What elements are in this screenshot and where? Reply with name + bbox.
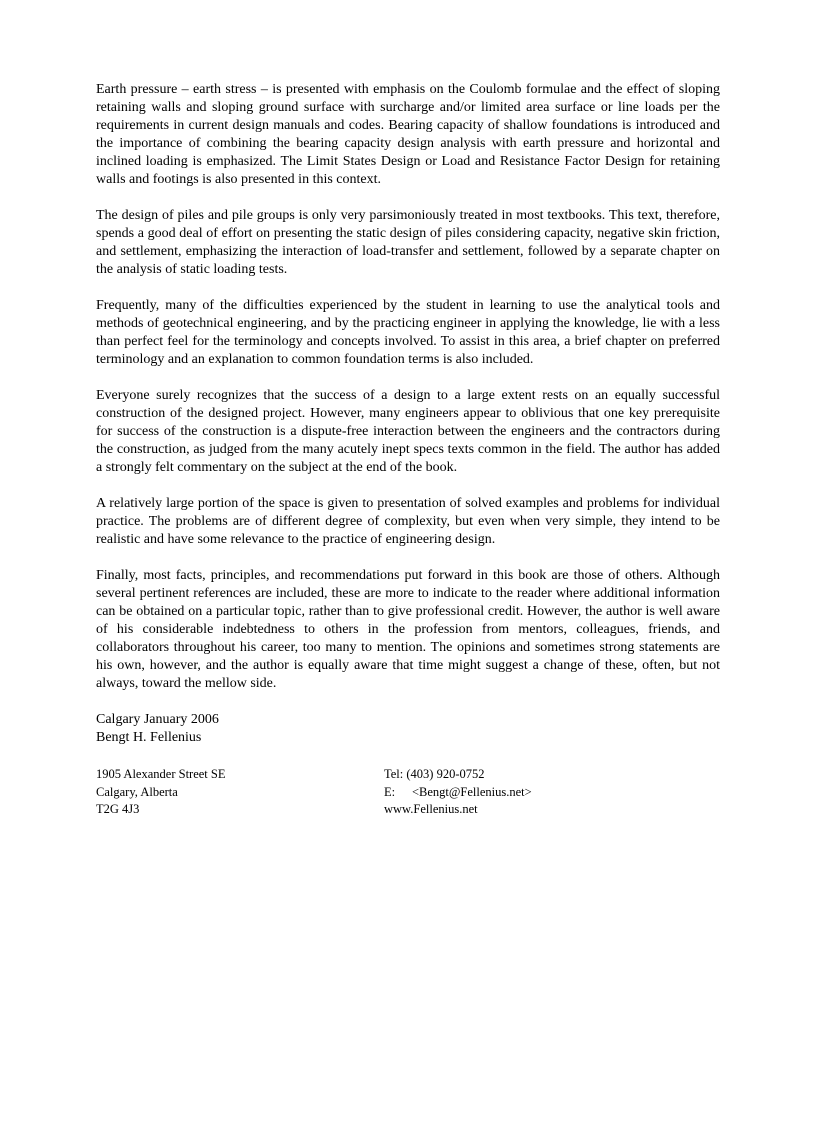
address-postal: T2G 4J3: [96, 802, 140, 817]
paragraph-terminology: Frequently, many of the difficulties experienced by the student in learning to use the analytical tools and methods of geotechnical engineering, and by the practicing engineer in applying the knowledge, lie with a less than perfect feel for the terminology and concepts involved. To assist in this area, a brief chapter on preferred terminology and an explanation to common foundation terms is also included.: [96, 297, 720, 368]
paragraph-earth-pressure: Earth pressure – earth stress – is presented with emphasis on the Coulomb formulae and the effect of sloping retaining walls and sloping ground surface with surcharge and/or limited area surface or line loads per the requirements in current design manuals and codes. Bearing capacity of shallow foundations is introduced and the importance of combining the bearing capacity design analysis with earth pressure and horizontal and inclined loading is emphasized. The Limit States Design or Load and Resistance Factor Design for retaining walls and footings is also presented in this context.: [96, 82, 720, 188]
paragraph-references: Finally, most facts, principles, and recommendations put forward in this book are those of others. Although several pertinent references are included, these are more to indicate to the reader where additional information can be obtained on a particular topic, rather than to give professional credit. However, the author is well aware of his considerable indebtedness to others in the profession from mentors, colleagues, friends, and collaborators throughout his career, too many to mention. The opinions and sometimes strong statements are his own, however, and the author is equally aware that time might suggest a change of these, often, but not always, toward the mellow side.: [96, 567, 720, 692]
contact-tel: Tel: (403) 920-0752: [384, 767, 485, 782]
document-page: [96, 81, 720, 820]
address-column: [96, 766, 226, 819]
address-city: Calgary, Alberta: [96, 784, 178, 799]
contact-web[interactable]: www.Fellenius.net: [384, 802, 478, 817]
paragraph-pile-design: The design of piles and pile groups is only very parsimoniously treated in most textbooks. This text, therefore, spends a good deal of effort on presenting the static design of piles considering capacity, negative skin friction, and settlement, emphasizing the interaction of load-transfer and settlement, followed by a separate chapter on the analysis of static loading tests.: [96, 208, 720, 278]
contact-email[interactable]: <Bengt@Fellenius.net>: [412, 784, 532, 799]
address-street: 1905 Alexander Street SE: [96, 767, 226, 782]
contact-column: [384, 766, 532, 819]
signature-author: Bengt H. Fellenius: [96, 730, 202, 746]
contact-email-line: [384, 784, 532, 802]
paragraph-construction: Everyone surely recognizes that the success of a design to a large extent rests on an equally successful construction of the designed project. However, many engineers appear to oblivious that one key prerequisite for success of the construction is a dispute-free interaction between the engineers and the contractors during the construction, as judged from the many acutely inept specs texts common in the field. The author has added a strongly felt commentary on the subject at the end of the book.: [96, 387, 720, 476]
contact-block: [96, 766, 720, 820]
signature-place-date: Calgary January 2006: [96, 711, 219, 727]
signature-block: [96, 711, 720, 748]
contact-email-label: E:: [384, 784, 396, 799]
paragraph-examples: A relatively large portion of the space is given to presentation of solved examples and problems for individual practice. The problems are of different degree of complexity, but even when very simple, they intend to be realistic and have some relevance to the practice of engineering design.: [96, 495, 720, 547]
